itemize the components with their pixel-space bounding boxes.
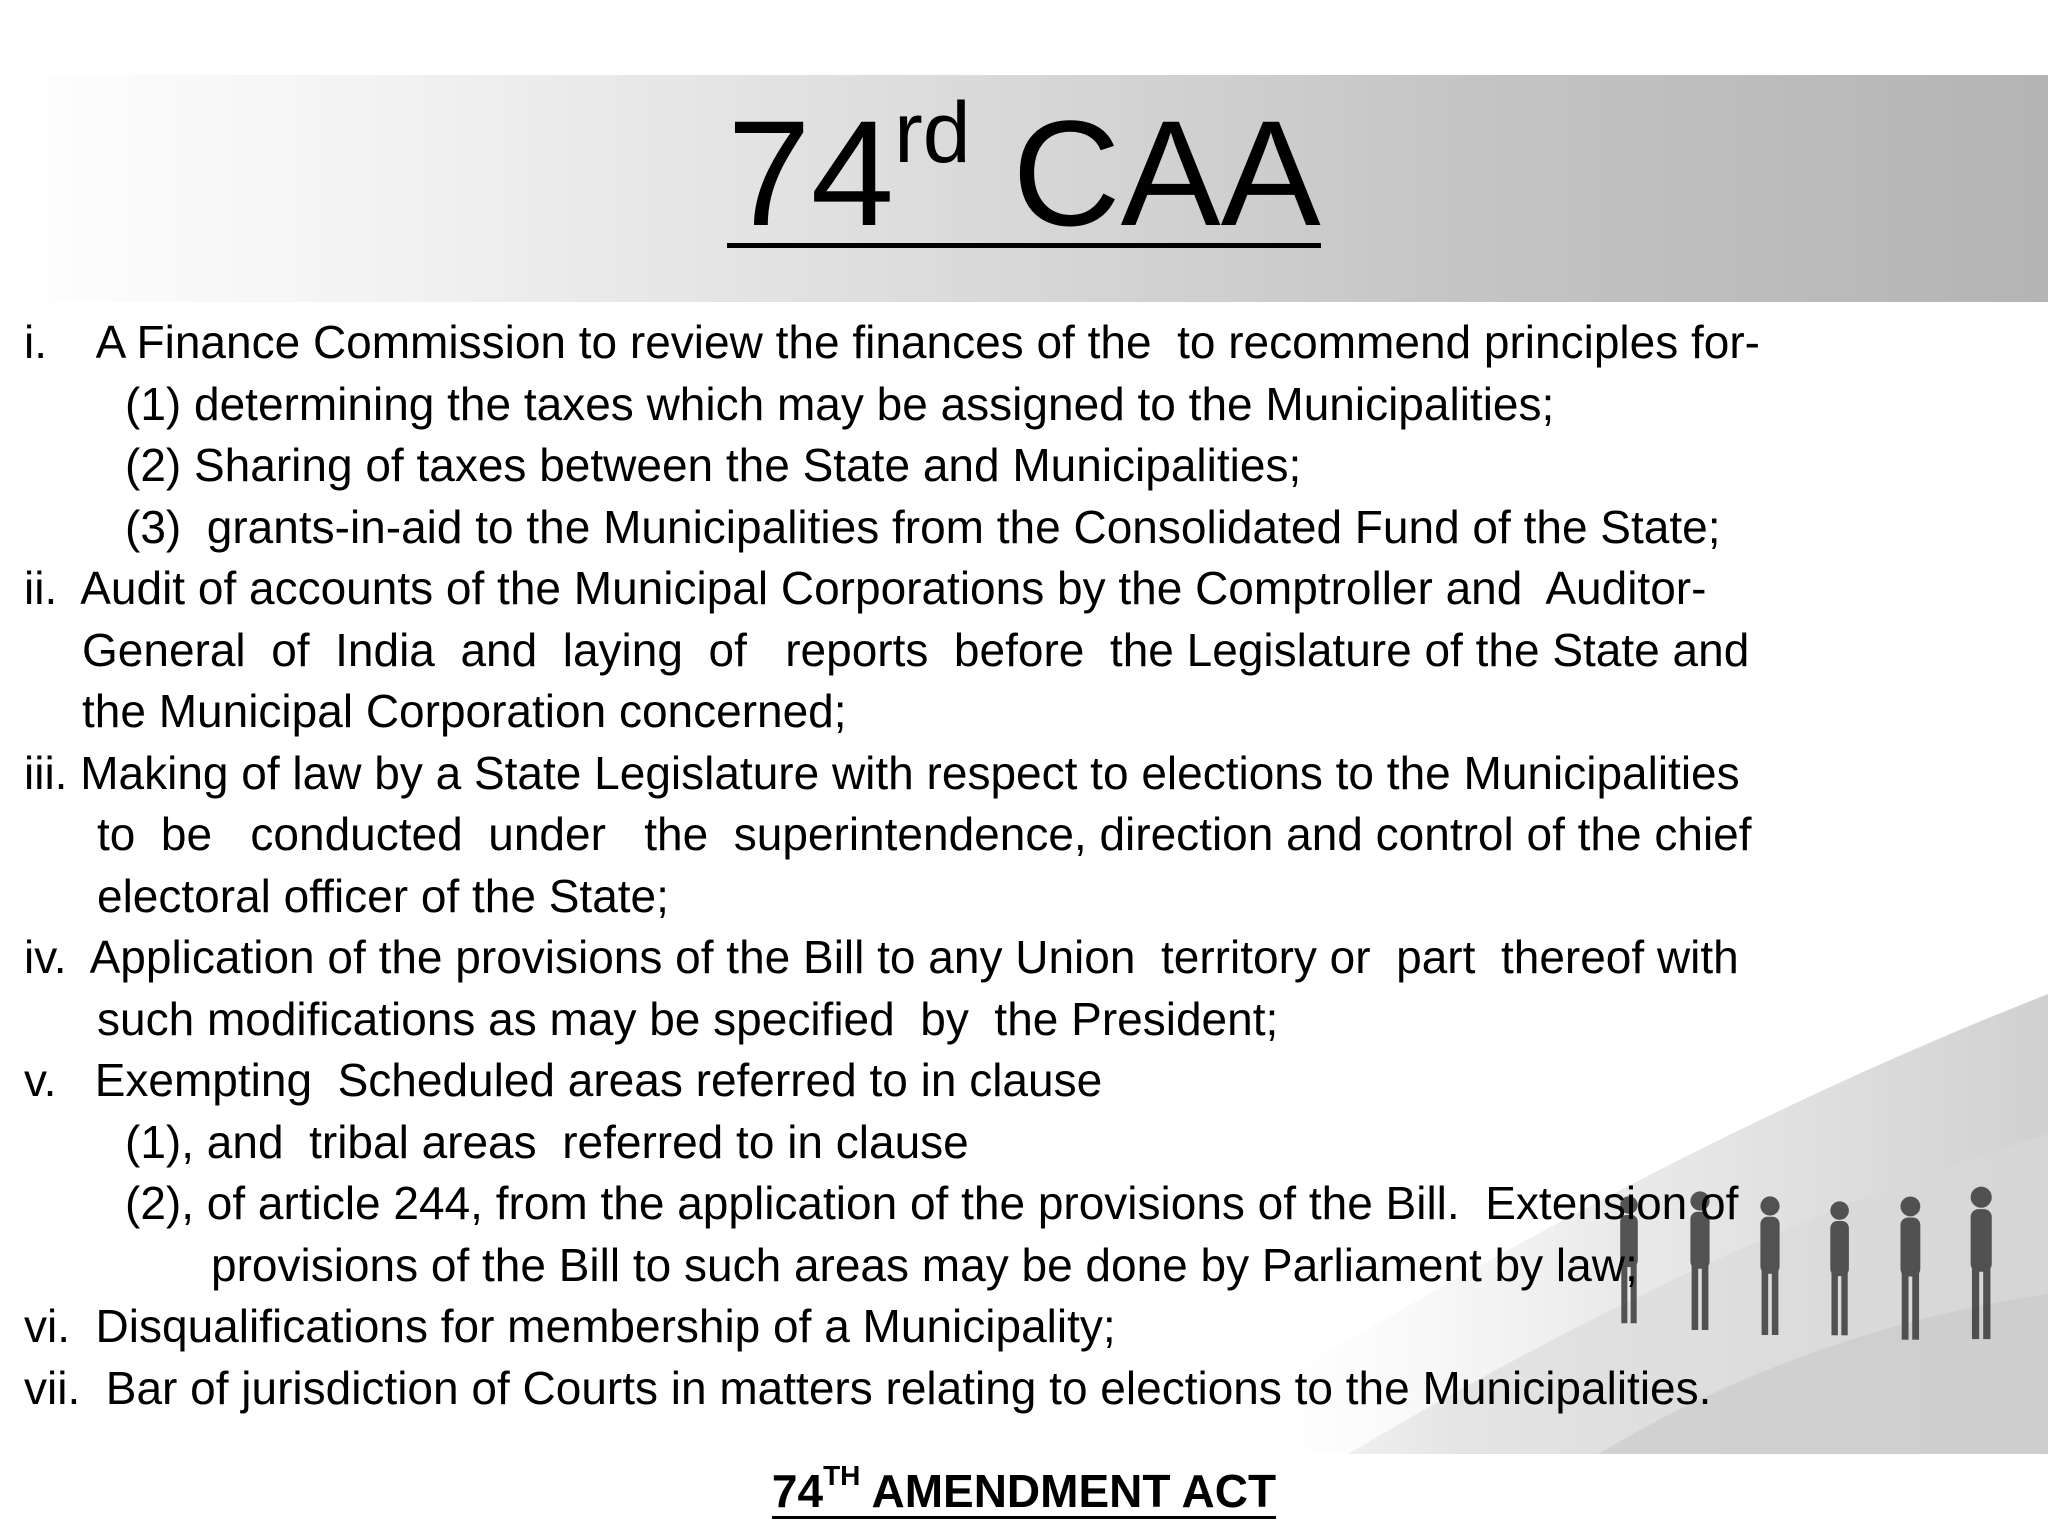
body-line: iv. Application of the provisions of the Bill to any Union territory or part thereof with xyxy=(24,931,1739,983)
slide-footer xyxy=(0,1459,2048,1519)
body-line: provisions of the Bill to such areas may be done by Parliament by law; xyxy=(211,1239,1638,1291)
title-number: 74 xyxy=(727,89,895,257)
body-line: (2), of article 244, from the application of the provisions of the Bill. Extension of xyxy=(125,1177,1739,1229)
footer-text xyxy=(771,1459,1277,1519)
body-line: ii. Audit of accounts of the Municipal Corporations by the Comptroller and Auditor- xyxy=(24,562,1707,614)
body-line: General of India and laying of reports before the Legislature of the State and xyxy=(82,624,1750,676)
body-line: v. Exempting Scheduled areas referred to in clause xyxy=(24,1054,1103,1106)
body-line: (3) grants-in-aid to the Municipalities from the Consolidated Fund of the State; xyxy=(125,501,1721,553)
title-rest: CAA xyxy=(970,89,1321,257)
body-line: i. A Finance Commission to review the finances of the to recommend principles for- xyxy=(24,316,1760,368)
footer-superscript: TH xyxy=(823,1459,861,1491)
body-line: vi. Disqualifications for membership of a Municipality; xyxy=(24,1300,1116,1352)
body-line: such modifications as may be specified by the President; xyxy=(97,993,1279,1045)
body-line: (1), and tribal areas referred to in clause xyxy=(125,1116,969,1168)
footer-number: 74 xyxy=(771,1465,824,1517)
body-line: vii. Bar of jurisdiction of Courts in matters relating to elections to the Municipalities. xyxy=(24,1362,1712,1414)
body-line: to be conducted under the superintendence, direction and control of the chief xyxy=(97,808,1752,860)
body-line: electoral officer of the State; xyxy=(97,870,669,922)
title-superscript: rd xyxy=(894,85,971,181)
body-line: (1) determining the taxes which may be assigned to the Municipalities; xyxy=(125,378,1555,430)
footer-rest: AMENDMENT ACT xyxy=(860,1465,1277,1517)
body-line: iii. Making of law by a State Legislature with respect to elections to the Municipalities xyxy=(24,747,1740,799)
body-line: (2) Sharing of taxes between the State and Municipalities; xyxy=(125,439,1302,491)
body-line: the Municipal Corporation concerned; xyxy=(82,685,847,737)
